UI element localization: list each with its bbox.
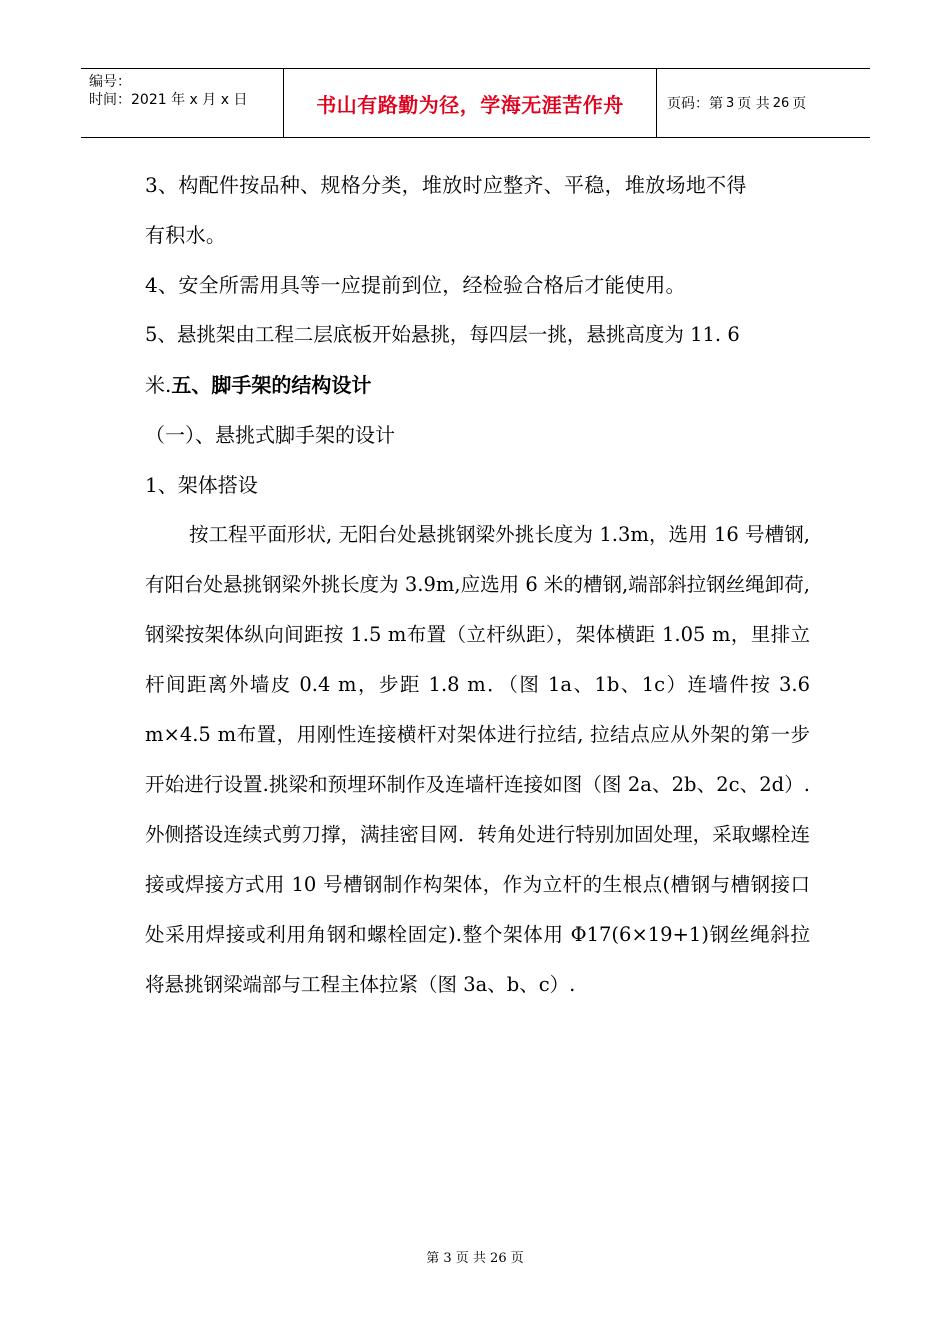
page-total: 26 (772, 95, 790, 111)
serial-label: 编号： (89, 74, 131, 90)
body-line: 5、悬挑架由工程二层底板开始悬挑，每四层一挑，悬挑高度为 11. 6 (145, 323, 740, 346)
section-heading: 五、脚手架的结构设计 (171, 373, 372, 397)
body-line: 有积水。 (145, 223, 227, 247)
item-heading: 1、架体搭设 (145, 473, 258, 497)
body-paragraph: 按工程平面形状, 无阳台处悬挑钢梁外挑长度为 1.3m，选用 16 号槽钢,有阳台处悬挑钢梁外挑长度为 3.9m,应选用 6 米的槽钢,端部斜拉钢丝绳卸荷,钢梁按架体纵向间距按 1.5 m布置（立杆纵距），架体横距 1.05 m，里排立杆间距离外墙皮 0.4 m，步距 1.8 m．（图 1a、1b、1c）连墙件按 3.6 m×4.5 m布置，用刚性连接横杆对架体进行拉结, 拉结点应从外架的第一步开始进行设置.挑梁和预埋环制作及连墙杆连接如图（图 2a、2b、2c、2d）.外侧搭设连续式剪刀撑，满挂密目网．转角处进行特别加固处理，采取螺栓连接或焊接方式用 10 号槽钢制作构架体，作为立杆的生根点(槽钢与槽钢接口处采用焊接或利用角钢和螺栓固定).整个架体用 Φ17(6×19+1)钢丝绳斜拉将悬挑钢梁端部与工程主体拉紧（图 3a、b、c）. (145, 523, 810, 996)
page-number: 3 (726, 95, 735, 111)
time-label: 时间：2021 年 x 月 x 日 (89, 92, 248, 108)
body-line: 3、构配件按品种、规格分类，堆放时应整齐、平稳，堆放场地不得 (145, 173, 747, 197)
page-mid: 页 共 (737, 96, 770, 112)
body-text: 米. (145, 373, 172, 397)
page-prefix: 页码：第 (667, 96, 723, 112)
subsection-heading: （一）、悬挑式脚手架的设计 (145, 423, 395, 447)
body-line (145, 360, 810, 410)
header-page-info (657, 69, 870, 137)
page-footer: 第 3 页 共 26 页 (426, 1251, 524, 1266)
document-body (145, 160, 810, 1010)
header-motto: 书山有路勤为径，学海无涯苦作舟 (316, 92, 624, 117)
header-meta (81, 69, 283, 137)
page-header (81, 68, 870, 138)
header-motto-cell (283, 69, 657, 137)
page-suffix: 页 (792, 96, 807, 112)
body-line: 4、安全所需用具等一应提前到位，经检验合格后才能使用。 (145, 273, 686, 297)
